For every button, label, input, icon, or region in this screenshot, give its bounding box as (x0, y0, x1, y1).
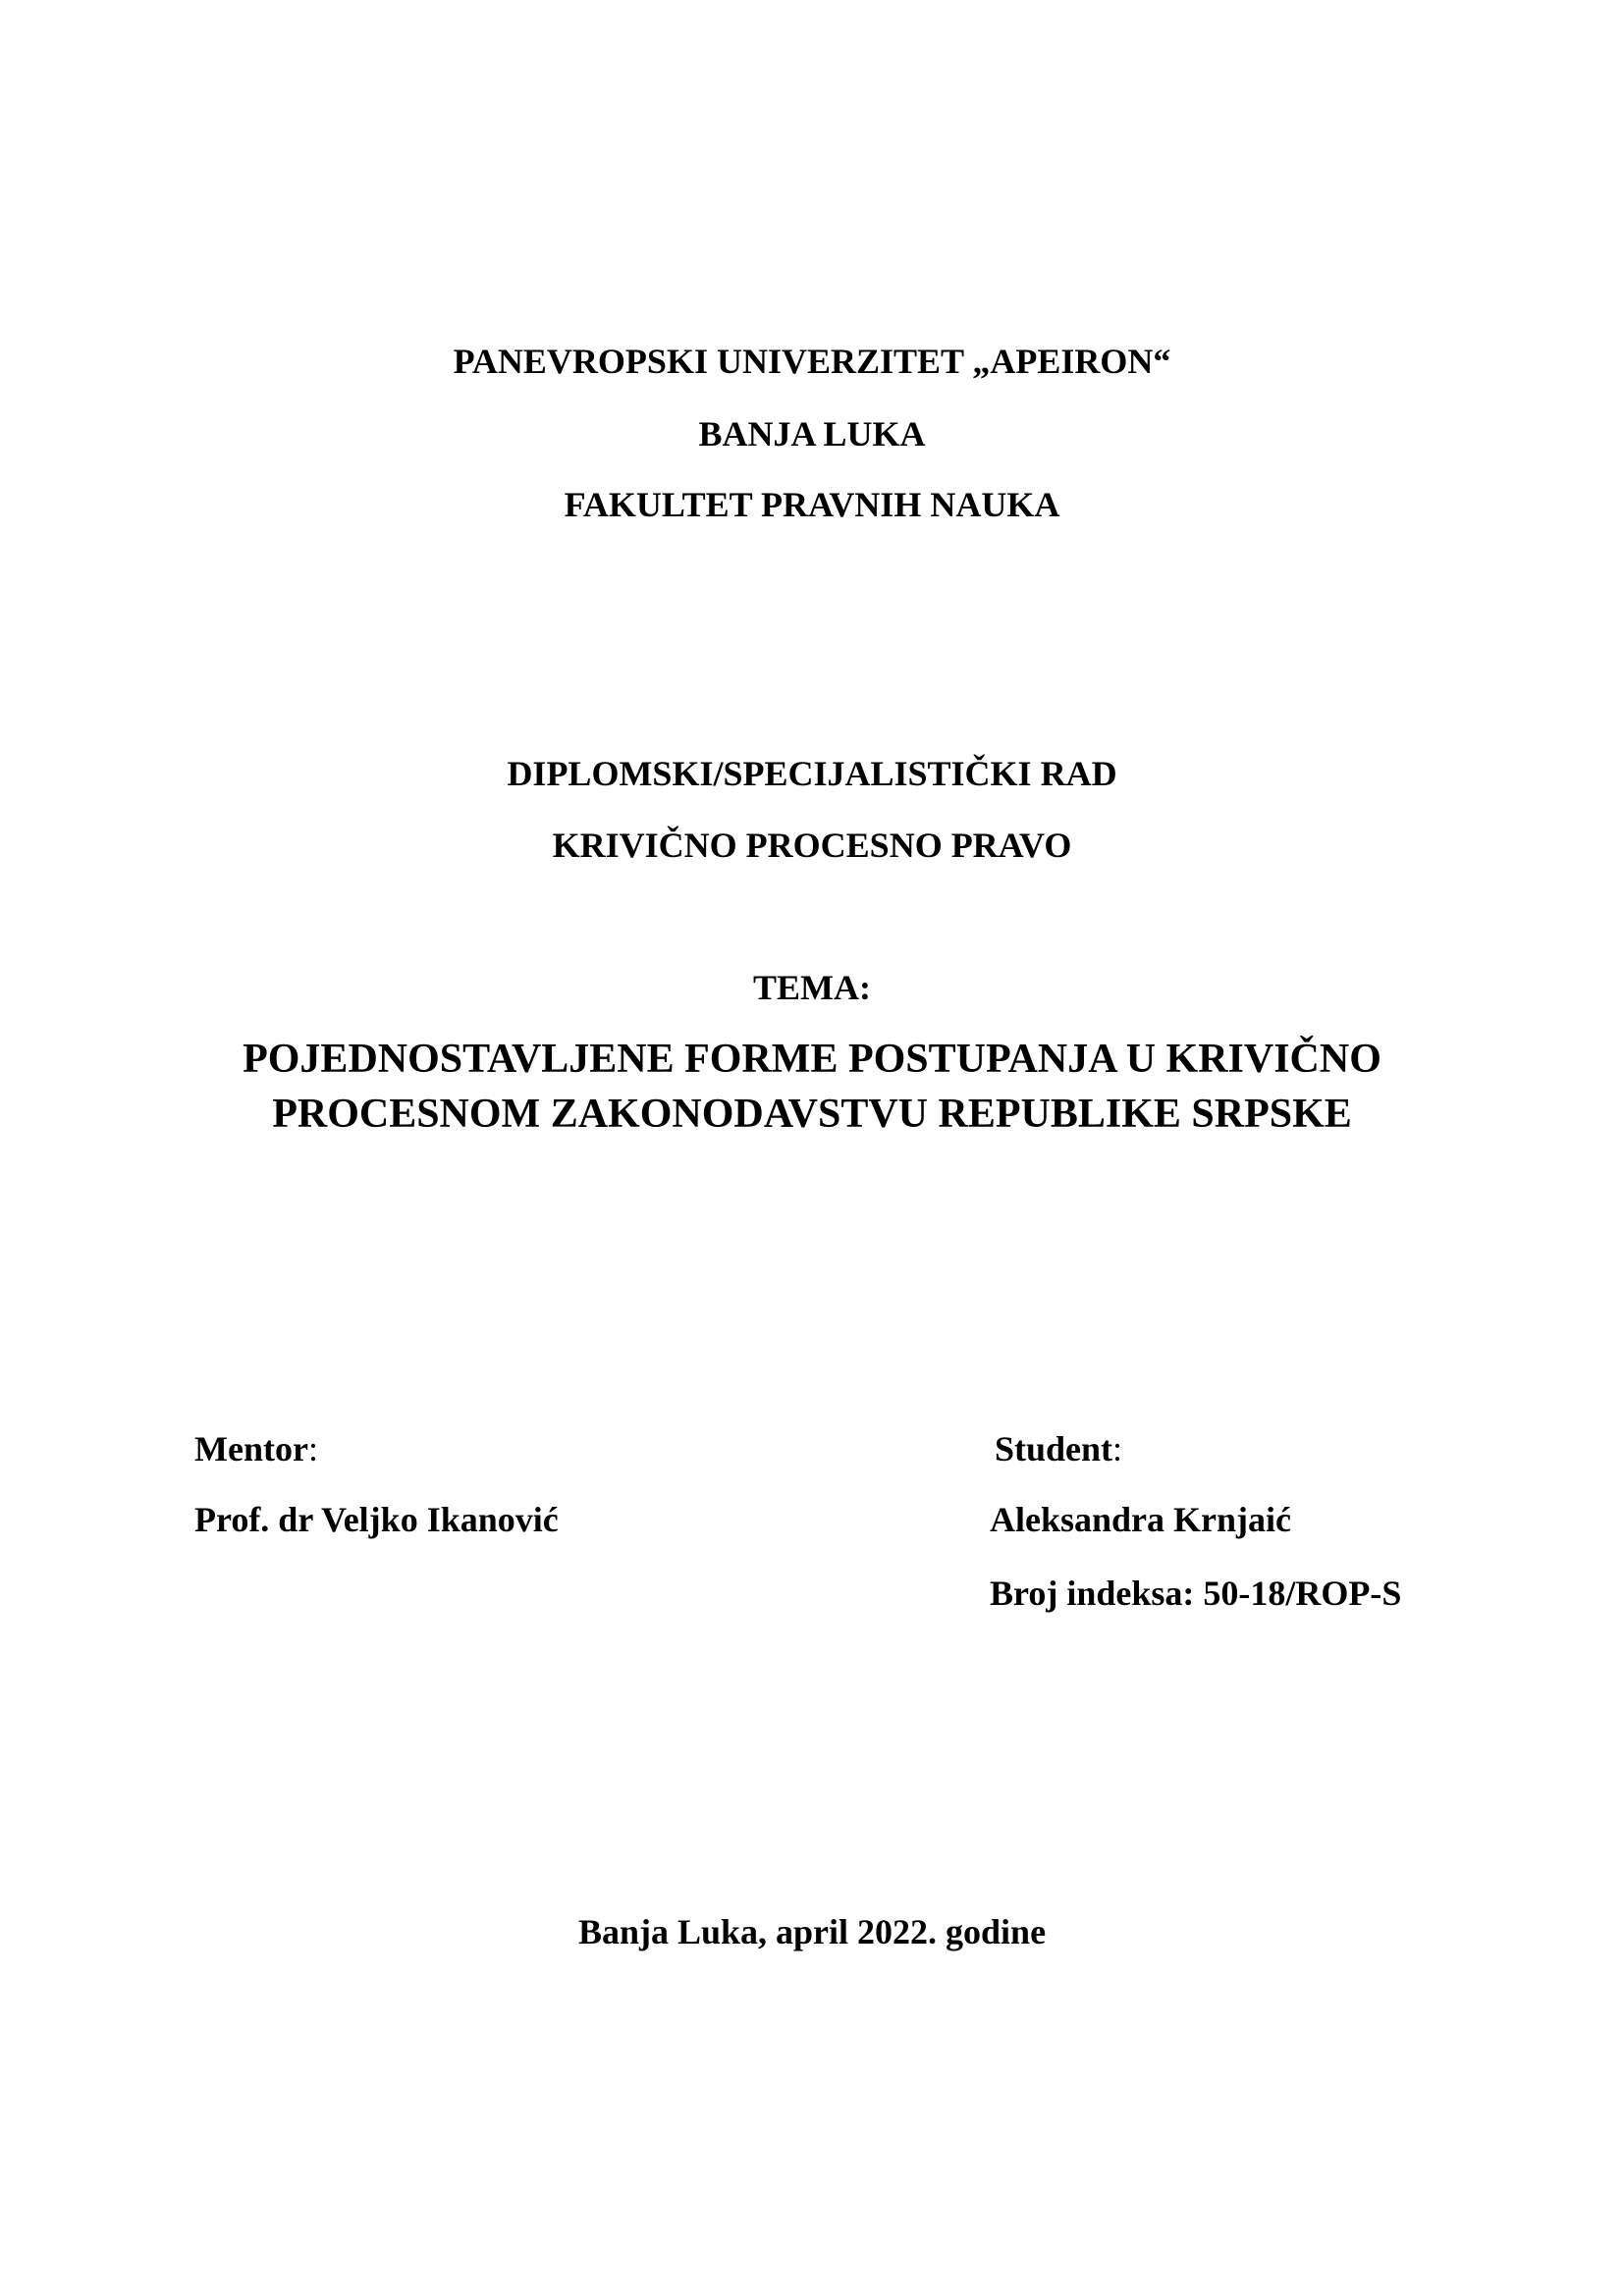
mentor-name: Prof. dr Veljko Ikanović (194, 1500, 559, 1539)
university-name: PANEVROPSKI UNIVERZITET „APEIRON“ (453, 342, 1171, 381)
place-date: Banja Luka, april 2022. godine (577, 1912, 1047, 1951)
thesis-type: DIPLOMSKI/SPECIJALISTIČKI RAD (507, 754, 1117, 793)
city-name: BANJA LUKA (698, 414, 926, 454)
thesis-title-line-1: POJEDNOSTAVLJENE FORME POSTUPANJA U KRIVIČNO (243, 1037, 1381, 1082)
thesis-title-line-2: PROCESNOM ZAKONODAVSTVU REPUBLIKE SRPSKE (272, 1092, 1352, 1137)
faculty-name: FAKULTET PRAVNIH NAUKA (564, 485, 1060, 524)
student-name: Aleksandra Krnjaić (990, 1500, 1292, 1539)
topic-label: TEMA: (753, 968, 871, 1007)
student-label: Student: (995, 1429, 1123, 1468)
index-number: Broj indeksa: 50-18/ROP-S (990, 1574, 1402, 1613)
thesis-subject: KRIVIČNO PROCESNO PRAVO (552, 826, 1072, 865)
mentor-label: Mentor: (194, 1429, 318, 1468)
